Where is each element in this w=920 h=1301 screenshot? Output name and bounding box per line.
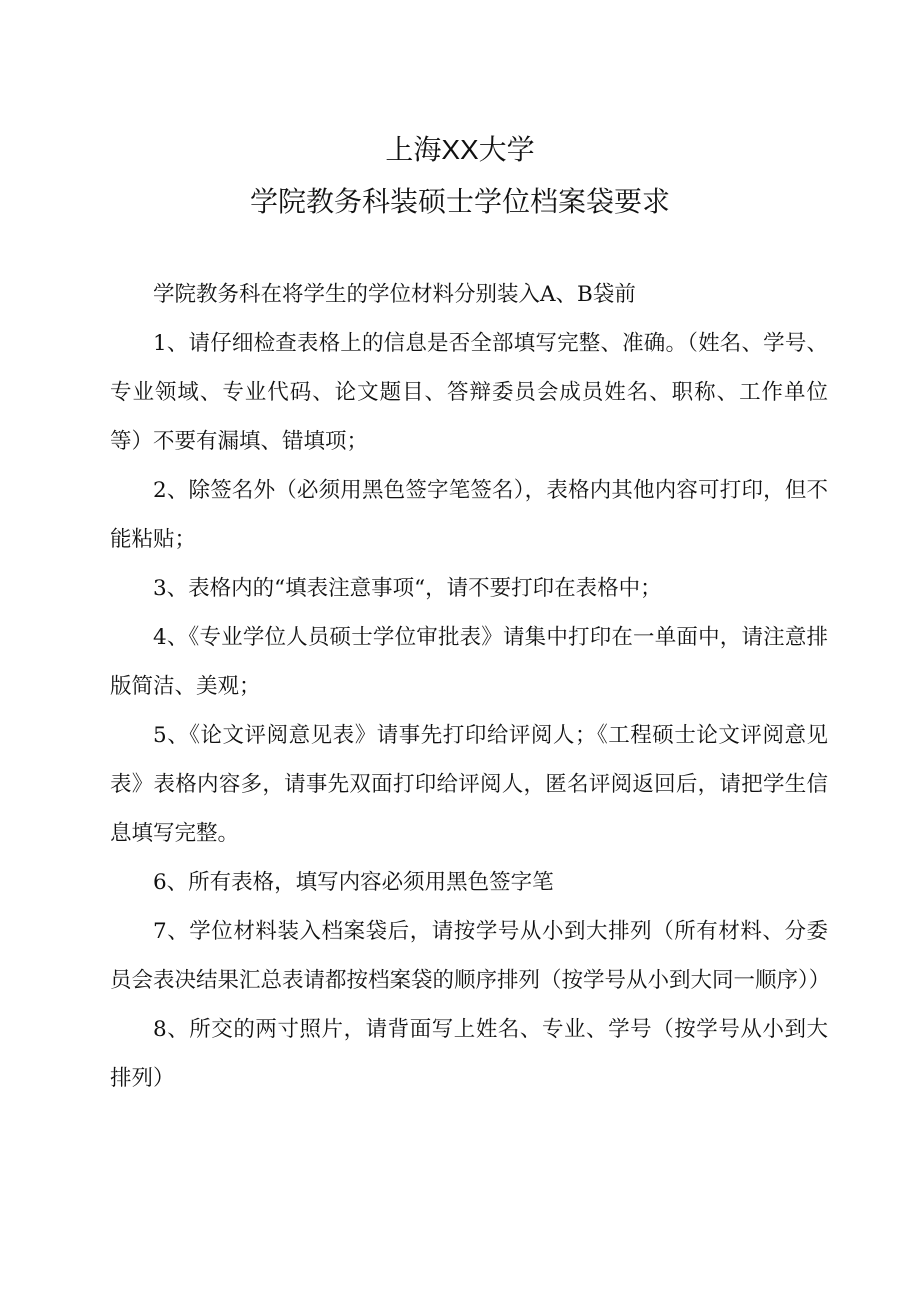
requirement-item-5: 5、《论文评阅意见表》请事先打印给评阅人；《工程硕士论文评阅意见表》表格内容多，请事先双面打印给评阅人，匿名评阅返回后，请把学生信息填写完整。 bbox=[110, 723, 828, 846]
requirement-item-1: 1、请仔细检查表格上的信息是否全部填写完整、准确。（姓名、学号、专业领域、专业代码、论文题目、答辩委员会成员姓名、职称、工作单位等）不要有漏填、错填项； bbox=[110, 331, 828, 454]
requirement-item-7: 7、学位材料装入档案袋后，请按学号从小到大排列（所有材料、分委员会表决结果汇总表请都按档案袋的顺序排列（按学号从小到大同一顺序）） bbox=[110, 919, 831, 993]
requirement-item-4: 4、《专业学位人员硕士学位审批表》请集中打印在一单面中，请注意排版简洁、美观； bbox=[110, 625, 828, 699]
requirement-item-3: 3、表格内的“填表注意事项“，请不要打印在表格中； bbox=[153, 576, 662, 601]
requirement-item-8: 8、所交的两寸照片，请背面写上姓名、专业、学号（按学号从小到大排列） bbox=[110, 1017, 828, 1091]
document-body bbox=[110, 270, 831, 1103]
requirement-item-6: 6、所有表格，填写内容必须用黑色签字笔 bbox=[153, 870, 554, 895]
document-subtitle: 学院教务科装硕士学位档案袋要求 bbox=[249, 186, 670, 217]
document-title: 上海XX大学 bbox=[385, 134, 535, 165]
requirement-item-2: 2、除签名外（必须用黑色签字笔签名），表格内其他内容可打印，但不能粘贴； bbox=[110, 478, 828, 552]
intro-paragraph: 学院教务科在将学生的学位材料分别装入A、B袋前 bbox=[153, 282, 636, 307]
